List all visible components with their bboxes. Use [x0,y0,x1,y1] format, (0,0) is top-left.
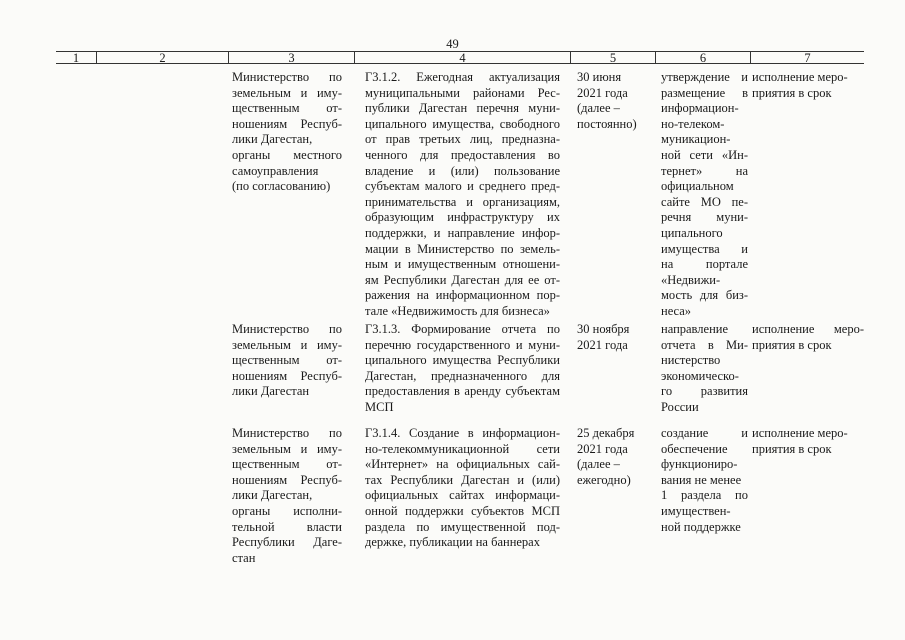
text-line: но-телекоммуникационной сети [365,441,560,456]
text-line: официальном [661,179,734,194]
cell-col-3 [232,70,342,195]
cell-col-7 [752,70,864,101]
cell-col-5 [577,322,649,353]
text-line: тернет» на [661,163,748,178]
text-line: муникацион- [661,132,731,147]
text-line: го развития [661,384,748,399]
text-line: тельной власти [232,519,342,534]
text-line: информацион- [661,101,739,116]
text-line: щественным от- [232,457,342,472]
text-line: 30 ноября [577,322,630,336]
cell-col-7 [752,426,864,457]
text-line: неса» [661,303,692,318]
text-line: Министерство по [232,426,342,440]
cell-col-6 [661,322,748,416]
cell-col-7 [752,322,864,353]
text-line: поддержки, и направление инфор- [365,225,560,240]
text-line: лики Дагестан [232,384,310,399]
text-line: ражения на информационном пор- [365,288,560,303]
text-line: Г3.1.3. Формирование отчета по [365,322,560,336]
header-col-1: 1 [72,51,80,65]
text-line: земельным и иму- [232,441,342,456]
text-line: 25 декабря [577,426,635,440]
text-line: 1 раздела по [661,488,748,503]
text-line: лики Дагестан, [232,488,313,503]
text-line: приятия в срок [752,337,832,352]
text-line: самоуправления [232,163,319,178]
text-line: Республики Даге- [232,535,342,550]
text-line: ным и имущественным отношени- [365,257,560,272]
text-line: тах Республики Дагестан и (или) [365,472,560,487]
text-line: направление [661,322,729,336]
text-line: МСП [365,399,394,414]
text-line: речня муни- [661,210,748,225]
text-line: «Недвижи- [661,272,721,287]
text-line: официальных сайтах информаци- [365,488,560,503]
text-line: ежегодно) [577,472,631,487]
text-line: щественным от- [232,101,342,116]
text-line: образующим инфраструктуру их [365,210,560,225]
text-line: ципального имущества, свободного [365,116,560,131]
text-line: органы исполни- [232,503,342,518]
text-line: (по согласованию) [232,179,331,194]
text-line: ношениям Респуб- [232,472,342,487]
text-line: имущества и [661,241,748,256]
header-col-7: 7 [750,52,864,64]
text-line: земельным и иму- [232,85,342,100]
text-line: исполнение меро- [752,426,848,440]
text-line: держке, публикации на баннерах [365,535,540,550]
text-line: публики Дагестан перечня муни- [365,101,560,116]
text-line: Г3.1.4. Создание в информацион- [365,426,560,440]
cell-col-4 [365,70,560,320]
cell-col-4 [365,426,560,551]
text-line: 30 июня [577,70,622,84]
cell-col-4 [365,322,560,416]
text-line: мации в Министерство по земель- [365,241,560,256]
text-line: муниципальными районами Рес- [365,85,560,100]
text-line: от прав третьих лиц, предназна- [365,132,560,147]
text-line: исполнение меро- [752,70,848,84]
text-line: (далее – [577,457,620,472]
header-col-2: 2 [96,52,228,64]
text-line: Министерство по [232,70,342,84]
text-line: субъектам малого и среднего пред- [365,179,560,194]
text-line: раздела по имущественной под- [365,519,560,534]
text-line: имуществен- [661,503,731,518]
text-line: органы местного [232,147,342,162]
text-line: 2021 года [577,337,628,352]
text-line: ной поддержке [661,519,741,534]
text-line: (далее – [577,101,620,116]
text-line: ченного для предоставления во [365,147,560,162]
text-line: тале «Недвижимость для бизнеса» [365,303,550,318]
text-line: на портале [661,257,748,272]
text-line: «Интернет» на официальных сай- [365,457,560,472]
text-line: онной поддержки субъектов МСП [365,503,560,518]
header-col-4: 4 [354,52,570,64]
text-line: принимательства и организациям, [365,194,560,209]
cell-col-3 [232,322,342,400]
text-line: постоянно) [577,116,637,131]
text-line: ципального имущества Республики [365,353,560,368]
text-line: земельным и иму- [232,337,342,352]
text-line: перечню государственного и муни- [365,337,560,352]
text-line: стан [232,550,256,565]
text-line: отчета в Ми- [661,337,748,352]
text-line: обеспечение [661,441,728,456]
text-line: 2021 года [577,85,628,100]
page-number: 49 [446,37,459,51]
text-line: утверждение и [661,70,748,84]
text-line: ношениям Респуб- [232,116,342,131]
text-line: создание и [661,426,748,440]
text-line: приятия в срок [752,85,832,100]
cell-col-6 [661,426,748,535]
text-line: владение и (или) пользование [365,163,560,178]
text-line: России [661,399,699,414]
text-line: Г3.1.2. Ежегодная актуализация [365,70,560,84]
cell-col-3 [232,426,342,566]
text-line: сайте МО пе- [661,194,748,209]
text-line: лики Дагестан, [232,132,313,147]
cell-col-5 [577,426,649,488]
text-line: вания не менее [661,472,742,487]
text-line: 2021 года [577,441,628,456]
text-line: Министерство по [232,322,342,336]
text-line: предоставления в аренду субъектам [365,384,560,399]
text-line: ципального [661,225,723,240]
text-line: исполнение меро- [752,322,864,336]
header-col-6: 6 [655,52,750,64]
text-line: нистерство [661,353,721,368]
text-line: экономическо- [661,368,739,383]
text-line: ной сети «Ин- [661,147,748,162]
text-line: ям Республики Дагестан для ее от- [365,272,560,287]
text-line: ношениям Респуб- [232,368,342,383]
table-header-row [56,51,864,64]
text-line: мость для биз- [661,288,748,303]
text-line: Дагестан, предназначенного для [365,368,560,383]
header-col-3: 3 [228,52,354,64]
header-col-5: 5 [570,52,655,64]
text-line: приятия в срок [752,441,832,456]
text-line: щественным от- [232,353,342,368]
text-line: функциониро- [661,457,738,472]
cell-col-5 [577,70,649,132]
cell-col-6 [661,70,748,320]
text-line: размещение в [661,85,748,100]
text-line: но-телеком- [661,116,725,131]
